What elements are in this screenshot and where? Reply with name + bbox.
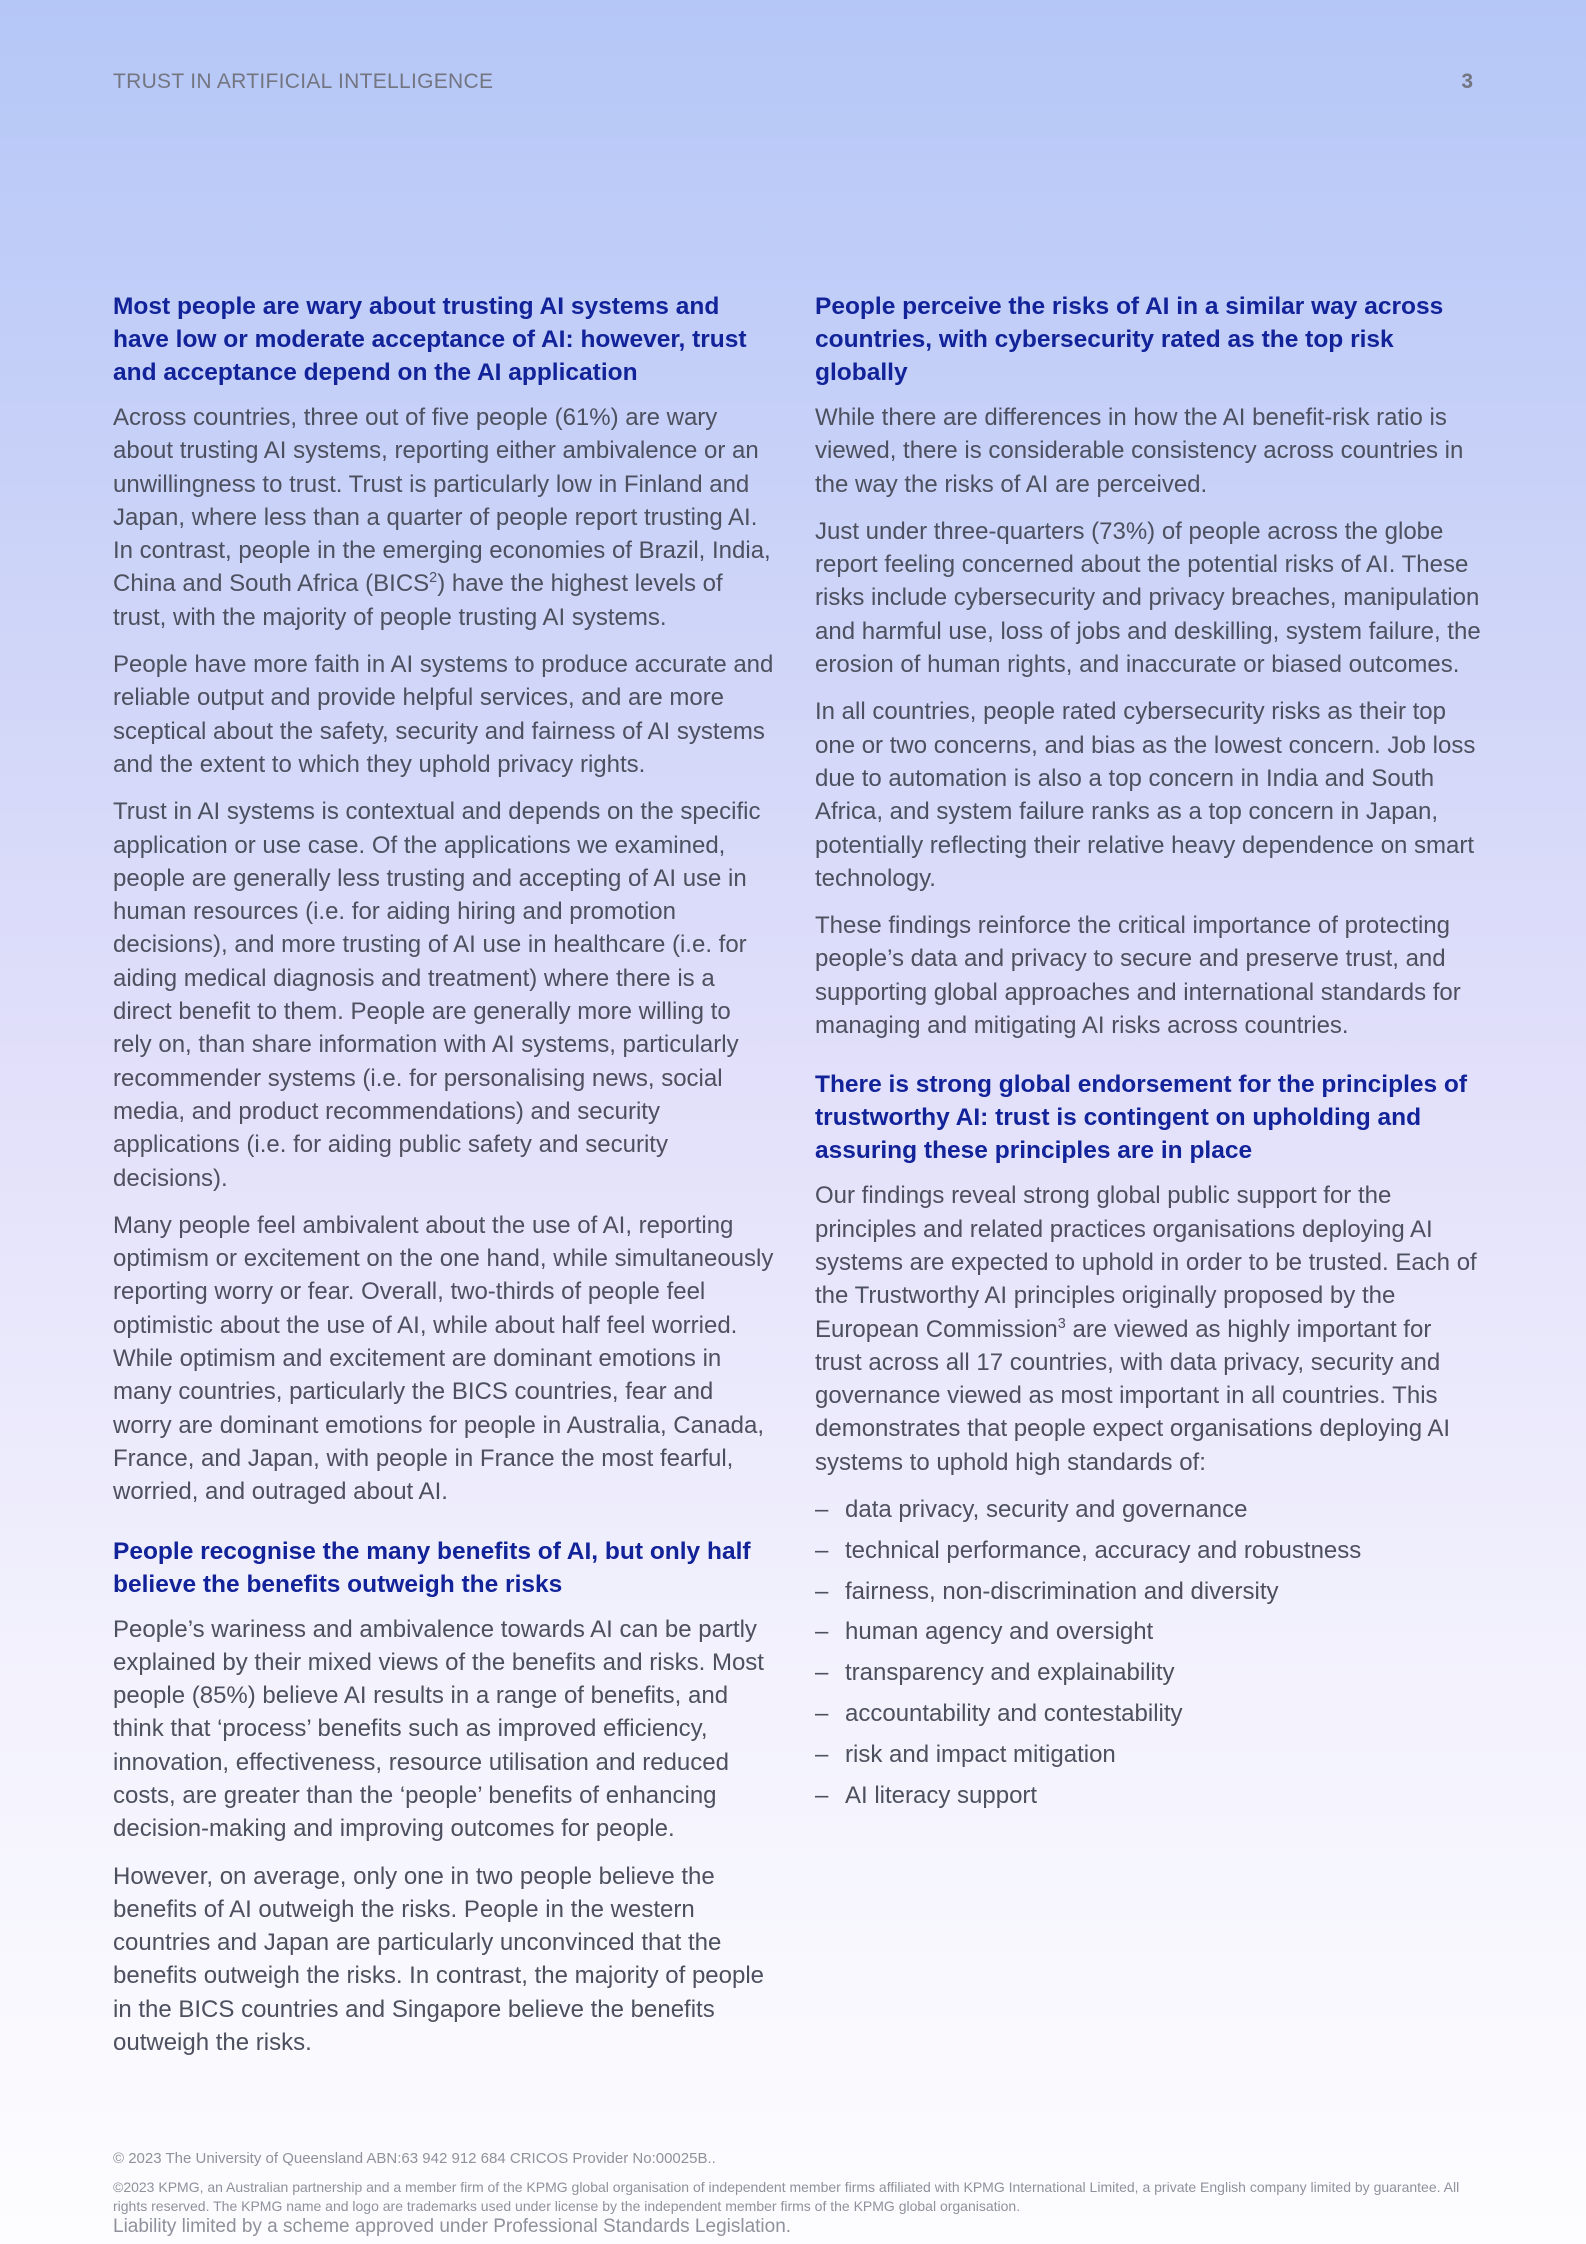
footnote-ref-2: 2 bbox=[429, 570, 438, 587]
footer-liability: Liability limited by a scheme approved under Professional Standards Legislation. bbox=[113, 2216, 792, 2237]
list-item: – human agency and oversight bbox=[815, 1618, 1154, 1646]
section-heading-trust-acceptance: Most people are wary about trusting AI systems and have low or moderate acceptance of AI: however, trust and acceptance depend on the AI application bbox=[113, 293, 747, 386]
paragraph-ambivalence: Many people feel ambivalent about the use of AI, reporting optimism or excitement on the one hand, while simultaneously reporting worry or fear. Overall, two-thirds of people feel optimistic about the use of AI, while about half feel worried. While optimism and excitement are dominant emotions in many countries, particularly the BICS countries, fear and worry are dominant emotions for people in Australia, Canada, France, and Japan, with people in France the most fearful, worried, and outraged about AI. bbox=[113, 1211, 774, 1506]
paragraph-faith-in-output: People have more faith in AI systems to produce accurate and reliable output and provide helpful services, and are more sceptical about the safety, security and fairness of AI systems and the extent to which they uphold privacy rights. bbox=[113, 651, 774, 778]
right-column bbox=[815, 290, 1481, 1819]
footer-kpmg-copyright: ©2023 KPMG, an Australian partnership and a member firm of the KPMG global organisation of independent member firms affiliated with KPMG International Limited, a private English company limited by guarantee. All rights reserved. The KPMG name and logo are trademarks used under license by the independent member firms of the KPMG global organisation. bbox=[113, 2179, 1460, 2214]
list-item: – AI literacy support bbox=[815, 1781, 1038, 1809]
section-heading-principles: There is strong global endorsement for the principles of trustworthy AI: trust is contingent on upholding and assuring these principles are in place bbox=[815, 1071, 1468, 1165]
paragraph-mixed-views: People’s wariness and ambivalence towards AI can be partly explained by their mixed views of the benefits and risks. Most people (85%) believe AI results in a range of benefits, and think that ‘process’ benefits such as improved efficiency, innovation, effectiveness, resource utilisation and reduced costs, are greater than the ‘people’ benefits of enhancing decision-making and improving outcomes for people. bbox=[113, 1615, 764, 1843]
paragraph-trust-by-country: Across countries, three out of five people (61%) are wary about trusting AI systems, reporting either ambivalence or an unwillingness to trust. Trust is particularly low in Finland and Japan, where less than a quarter of people report trusting AI. In contrast, people in the emerging economies of Brazil, India, China and South Africa (BICS$^2$) have the highest levels of trust, with the majority of people trusting AI systems. bbox=[113, 404, 771, 631]
list-item: – accountability and contestability bbox=[815, 1700, 1183, 1727]
section-heading-risks: People perceive the risks of AI in a similar way across countries, with cybersecurity rated as the top risk globally bbox=[815, 293, 1444, 386]
section-heading-benefits: People recognise the many benefits of AI, but only half believe the benefits outweigh the risks bbox=[113, 1537, 751, 1598]
left-column bbox=[113, 290, 775, 2073]
footnote-ref-3: 3 bbox=[1057, 1315, 1066, 1332]
paragraph-benefits-outweigh: However, on average, only one in two people believe the benefits of AI outweigh the risks. People in the western countries and Japan are particularly unconvinced that the benefits outweigh the risks. In contrast, the majority of people in the BICS countries and Singapore believe the benefits outweigh the risks. bbox=[113, 1862, 765, 2057]
list-item: – technical performance, accuracy and robustness bbox=[815, 1536, 1362, 1564]
list-item: – transparency and explainability bbox=[815, 1659, 1175, 1687]
principles-list bbox=[815, 1493, 1481, 1812]
running-header-title: TRUST IN ARTIFICIAL INTELLIGENCE bbox=[113, 70, 494, 93]
list-item: – fairness, non-discrimination and diversity bbox=[815, 1577, 1279, 1605]
paragraph-protecting-data: These findings reinforce the critical importance of protecting people’s data and privacy to secure and preserve trust, and supporting global approaches and international standards for managing and mitigating AI risks across countries. bbox=[815, 912, 1461, 1040]
page-number: 3 bbox=[1461, 70, 1473, 93]
paragraph-public-support: Our findings reveal strong global public support for the principles and related practices organisations deploying AI systems are expected to uphold in order to be trusted. Each of the Trustworthy AI principles originally proposed by the European Commission$^3$ are viewed as highly important for trust across all 17 countries, with data privacy, security and governance viewed as most important in all countries. This demonstrates that people expect organisations deploying AI systems to uphold high standards of: bbox=[815, 1182, 1477, 1476]
paragraph-risk-consistency: While there are differences in how the AI benefit-risk ratio is viewed, there is considerable consistency across countries in the way the risks of AI are perceived. bbox=[815, 404, 1464, 498]
footer-uq-copyright: © 2023 The University of Queensland ABN:63 942 912 684 CRICOS Provider No:00025B.. bbox=[113, 2150, 716, 2167]
paragraph-contextual-trust: Trust in AI systems is contextual and depends on the specific application or use case. Of the applications we examined, people are generally less trusting and accepting of AI use in human resources (i.e. for aiding hiring and promotion decisions), and more trusting of AI use in healthcare (i.e. for aiding medical diagnosis and treatment) where there is a direct benefit to them. People are generally more willing to rely on, than share information with AI systems, particularly recommender systems (i.e. for personalising news, social media, and product recommendations) and security applications (i.e. for aiding public safety and security decisions). bbox=[113, 798, 761, 1192]
paragraph-risk-concern: Just under three-quarters (73%) of people across the globe report feeling concerned about the potential risks of AI. These risks include cybersecurity and privacy breaches, manipulation and harmful use, loss of jobs and deskilling, system failure, the erosion of human rights, and inaccurate or biased outcomes. bbox=[815, 517, 1481, 679]
paragraph-cybersecurity: In all countries, people rated cybersecurity risks as their top one or two concerns, and bias as the lowest concern. Job loss due to automation is also a top concern in India and South Africa, and system failure ranks as a top concern in Japan, potentially reflecting their relative heavy dependence on smart technology. bbox=[815, 698, 1476, 892]
list-item: – risk and impact mitigation bbox=[815, 1740, 1116, 1768]
list-item: – data privacy, security and governance bbox=[815, 1496, 1248, 1524]
